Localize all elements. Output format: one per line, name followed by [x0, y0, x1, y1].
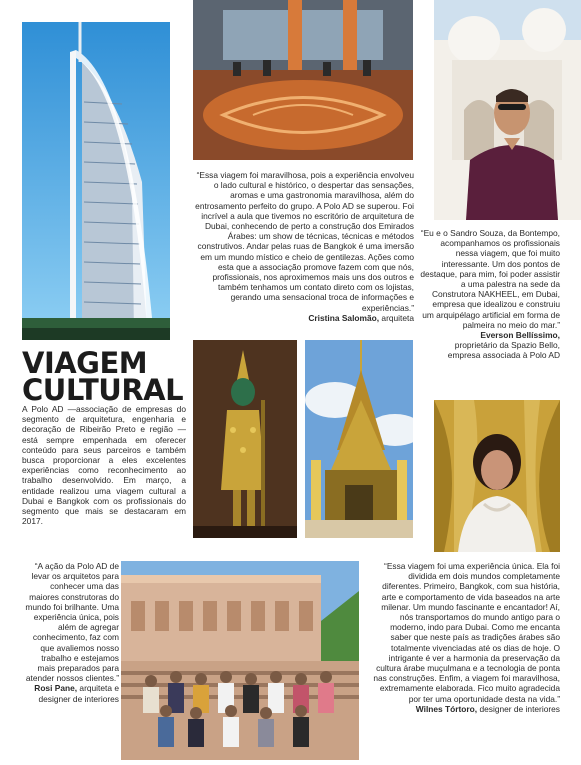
quote-wilnes	[372, 561, 560, 714]
quote-author: Rosi Pane,	[34, 683, 78, 694]
photo-woman-portrait	[434, 400, 560, 552]
photo-burj-al-arab	[22, 22, 170, 340]
quote-author-role: arquiteta	[379, 312, 414, 323]
quote-author-role: proprietário da Spazio Bello, empresa associada à Polo AD	[447, 340, 560, 361]
quote-author: Cristina Salomão,	[308, 312, 380, 323]
quote-author: Wilnes Tórtoro,	[415, 703, 478, 714]
quote-text: “Essa viagem foi uma experiência única. Ela foi dividida em dois mundos completamente diferentes. Primeiro, Bangkok, com sua história, arte e comportamento de vida baseados na arte milenar. Um mundo fascinante e encantador! Aí, nós transportamos do mundo antigo para o moderno, indo para Dubai. Como me encanta saber que neste país as tradições árabes são totalmente vivenciadas até os dias de hoje. O intrigante é ver a harmonia da preservação da cultura árabe muçulmana e a tecnologia de ponta nas construções. Enfim, a viagem foi maravilhosa, extremamente elaborada. Fico muito agradecida por ter uma oportunidade desta na vida.”	[373, 561, 560, 704]
quote-author-role: designer de interiores	[477, 703, 560, 714]
photo-office-interior	[193, 0, 413, 160]
quote-text: “Essa viagem foi maravilhosa, pois a experiência envolveu o lado cultural e histórico, o despertar das sensações, aromas e uma gastronomia maravilhosa, além do entrosamento perfeito do grupo. A Polo AD se superou. Foi incrível a aula que tivemos no escritório de arquitetura de Dubai, conhecendo de perto a construção dos Emirados Árabes: um show de técnicas, técnicas e métodos construtivos. Andar pelas ruas de Bangkok é uma imersão em um mundo místico e cheio de gentilezas. Ações como esta que a associação promove fazem com que nós, profissionais, nos aproximemos mais uns dos outros e também tenhamos um contato direto com os lojistas, gerando uma sensacional troca de informações e experiências.”	[195, 170, 414, 313]
quote-text: “A ação da Polo AD de levar os arquitetos para conhecer uma das maiores construtoras do mundo foi brilhante. Uma experiência única, pois além de agregar conhecimento, faz com que avaliemos nosso trabalho e estejamos mais preparados para atender nossos clientes.”	[25, 561, 119, 684]
photo-thai-pagoda	[305, 340, 413, 538]
photo-group	[121, 561, 359, 760]
quote-rosi	[22, 561, 119, 704]
quote-everson	[420, 228, 560, 361]
quote-cristina	[192, 170, 414, 323]
page-title: VIAGEM CULTURAL	[22, 346, 184, 407]
quote-author: Everson Bellíssimo,	[480, 330, 560, 341]
photo-temple-guardian	[193, 340, 297, 538]
quote-text: “Eu e o Sandro Souza, da Bontempo, acompanhamos os profissionais nessa viagem, que foi muito interessante. Um dos pontos de destaque, para mim, foi poder assistir a uma palestra na sede da Construtora NAKHEEL, em Dubai, empresa que idealizou e construiu um arquipélago artificial em forma de palmeira no meio do mar.”	[420, 228, 560, 330]
quote-author-role: arquiteta e designer de interiores	[38, 683, 119, 704]
intro-paragraph: A Polo AD —associação de empresas do segmento de arquitetura, engenharia e decoração de Ribeirão Preto e região — está sempre empenhada em oferecer conteúdo para seus parceiros e também busca proporcionar a eles excelentes experiências como reconhecimento ao trabalho desenvolvido. Em março, a entidade realizou uma viagem cultural a Dubai e Bangkok com os profissionais do segmento que mais se destacaram em 2017.	[22, 404, 186, 527]
photo-mosque-man	[434, 0, 581, 220]
